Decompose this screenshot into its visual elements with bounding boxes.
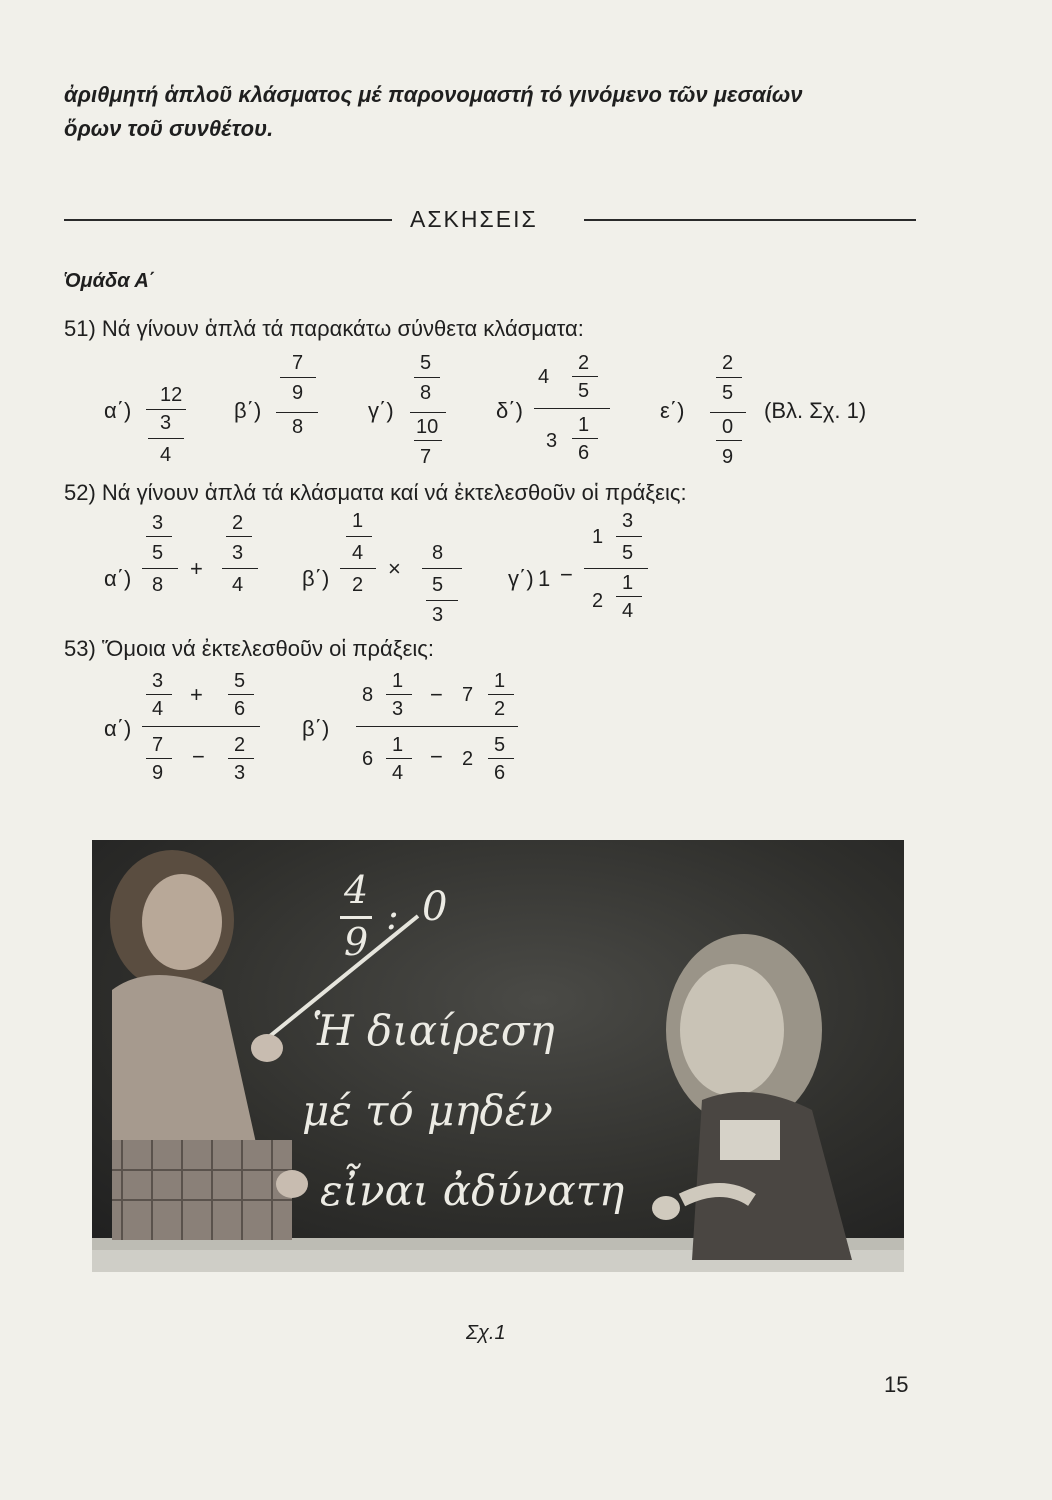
fraction-line [710,412,746,413]
fraction-line [276,412,318,413]
fraction-line [280,377,316,378]
chalkboard-illustration [92,840,904,1272]
num: 1 [578,414,590,436]
den: 6 [234,698,246,720]
fraction-line [222,568,258,569]
num: 0 [722,416,734,438]
num: 1 [494,670,506,692]
minus-sign: − [430,744,443,769]
board-zero: 0 [422,884,448,930]
den: 2 [352,574,364,596]
board-colon: : [386,894,399,938]
figure-reference: (Βλ. Σχ. 1) [764,398,867,423]
fraction-line [616,596,642,597]
den: 3 [432,604,444,626]
exercise-53-text: 53) Ὅμοια νά ἐκτελεσθοῦν οἱ πράξεις: [64,636,434,661]
board-fraction-numerator: 4 [344,868,369,912]
fraction-line [410,412,446,413]
board-line-3: εἶναι ἀδύνατη [320,1166,625,1215]
fraction-line [414,377,440,378]
den: 9 [722,446,734,468]
fraction-line [572,376,598,377]
den: 3 [234,762,246,784]
whole: 3 [546,430,558,452]
num: 12 [160,384,183,406]
label-a: α΄) [104,566,132,591]
den: 8 [420,382,432,404]
num: 3 [152,670,164,692]
whole: 1 [592,526,604,548]
whole: 7 [462,684,474,706]
den: 5 [152,542,164,564]
fraction-line [422,568,462,569]
den: 5 [622,542,634,564]
den: 6 [494,762,506,784]
den: 9 [152,762,164,784]
den: 8 [152,574,164,596]
plus-sign: + [190,682,203,707]
num: 1 [392,734,404,756]
fraction-line [716,377,742,378]
fraction-line [148,438,184,439]
den: 4 [352,542,364,564]
den: 3 [232,542,244,564]
fraction-line [146,758,172,759]
left-girl-figure [110,850,308,1240]
fraction-line [426,600,458,601]
board-line-2: μέ τό μηδέν [302,1086,553,1135]
num: 5 [234,670,246,692]
den: 8 [292,416,304,438]
label-b: β΄) [234,398,262,423]
whole: 4 [538,366,550,388]
den: 4 [622,600,634,622]
num: 2 [722,352,734,374]
num: 3 [622,510,634,532]
board-fraction-denominator: 9 [344,920,369,964]
den: 5 [432,574,444,596]
fraction-line [584,568,648,569]
num: 7 [292,352,304,374]
fraction-line [146,694,172,695]
fraction-line [356,726,518,727]
num: 1 [352,510,364,532]
group-label: Ὁμάδα Α΄ [64,270,156,292]
num: 2 [578,352,590,374]
num: 8 [432,542,444,564]
fraction-line [226,536,252,537]
fraction-line [534,408,610,409]
fraction-line [386,758,412,759]
minus-sign: − [560,562,573,587]
label-c: γ΄) [508,566,534,591]
fraction-line [716,440,742,441]
section-title: ΑΣΚΗΣΕΙΣ [410,206,538,232]
fraction-line [414,440,442,441]
den: 5 [722,382,734,404]
whole: 6 [362,748,374,770]
den: 4 [160,444,172,466]
den: 2 [494,698,506,720]
fraction-line [572,438,598,439]
num: 1 [392,670,404,692]
den: 6 [578,442,590,464]
label-a: α΄) [104,716,132,741]
label-b: β΄) [302,566,330,591]
fraction-line [228,758,254,759]
fraction-line [488,758,514,759]
heading-rule-right [584,219,916,221]
num: 2 [232,512,244,534]
label-a: α΄) [104,398,132,423]
fraction-line [386,694,412,695]
intro-line-2: ὅρων τοῦ συνθέτου. [64,116,274,141]
fraction-line [488,694,514,695]
num: 5 [420,352,432,374]
whole: 2 [592,590,604,612]
den: 3 [160,412,172,434]
den: 5 [578,380,590,402]
fraction-line [340,568,376,569]
intro-paragraph [64,78,944,146]
fraction-line [346,536,372,537]
num: 5 [494,734,506,756]
fraction-line [146,536,172,537]
whole: 2 [462,748,474,770]
label-e: ε΄) [660,398,685,423]
intro-line-1: ἀριθμητή ἁπλοῦ κλάσματος μέ παρονομαστή τό γινόμενο τῶν μεσαίων [64,82,803,107]
board-fraction-line [340,916,372,919]
den: 7 [420,446,432,468]
fraction-line [142,726,260,727]
minus-sign: − [192,744,205,769]
den: 4 [392,762,404,784]
exercise-52-text: 52) Νά γίνουν ἁπλά τά κλάσματα καί νά ἐκτελεσθοῦν οἱ πράξεις: [64,480,687,505]
num: 10 [416,416,439,438]
figure-caption: Σχ.1 [466,1322,506,1344]
label-d: δ΄) [496,398,523,423]
num: 7 [152,734,164,756]
label-b: β΄) [302,716,330,741]
num: 1 [622,572,634,594]
fraction-line [142,568,178,569]
den: 9 [292,382,304,404]
exercise-51-text: 51) Νά γίνουν ἁπλά τά παρακάτω σύνθετα κλάσματα: [64,316,584,341]
one: 1 [538,566,551,591]
label-c: γ΄) [368,398,394,423]
fraction-line [146,409,186,410]
plus-sign: + [190,556,203,581]
minus-sign: − [430,682,443,707]
num: 3 [152,512,164,534]
right-girl-figure [652,934,852,1260]
den: 4 [152,698,164,720]
heading-rule-left [64,219,392,221]
den: 3 [392,698,404,720]
den: 4 [232,574,244,596]
fraction-line [616,536,642,537]
page-number: 15 [884,1372,909,1397]
times-sign: × [388,556,401,581]
board-line-1: Ἡ διαίρεση [312,1006,555,1055]
fraction-line [228,694,254,695]
whole: 8 [362,684,374,706]
num: 2 [234,734,246,756]
